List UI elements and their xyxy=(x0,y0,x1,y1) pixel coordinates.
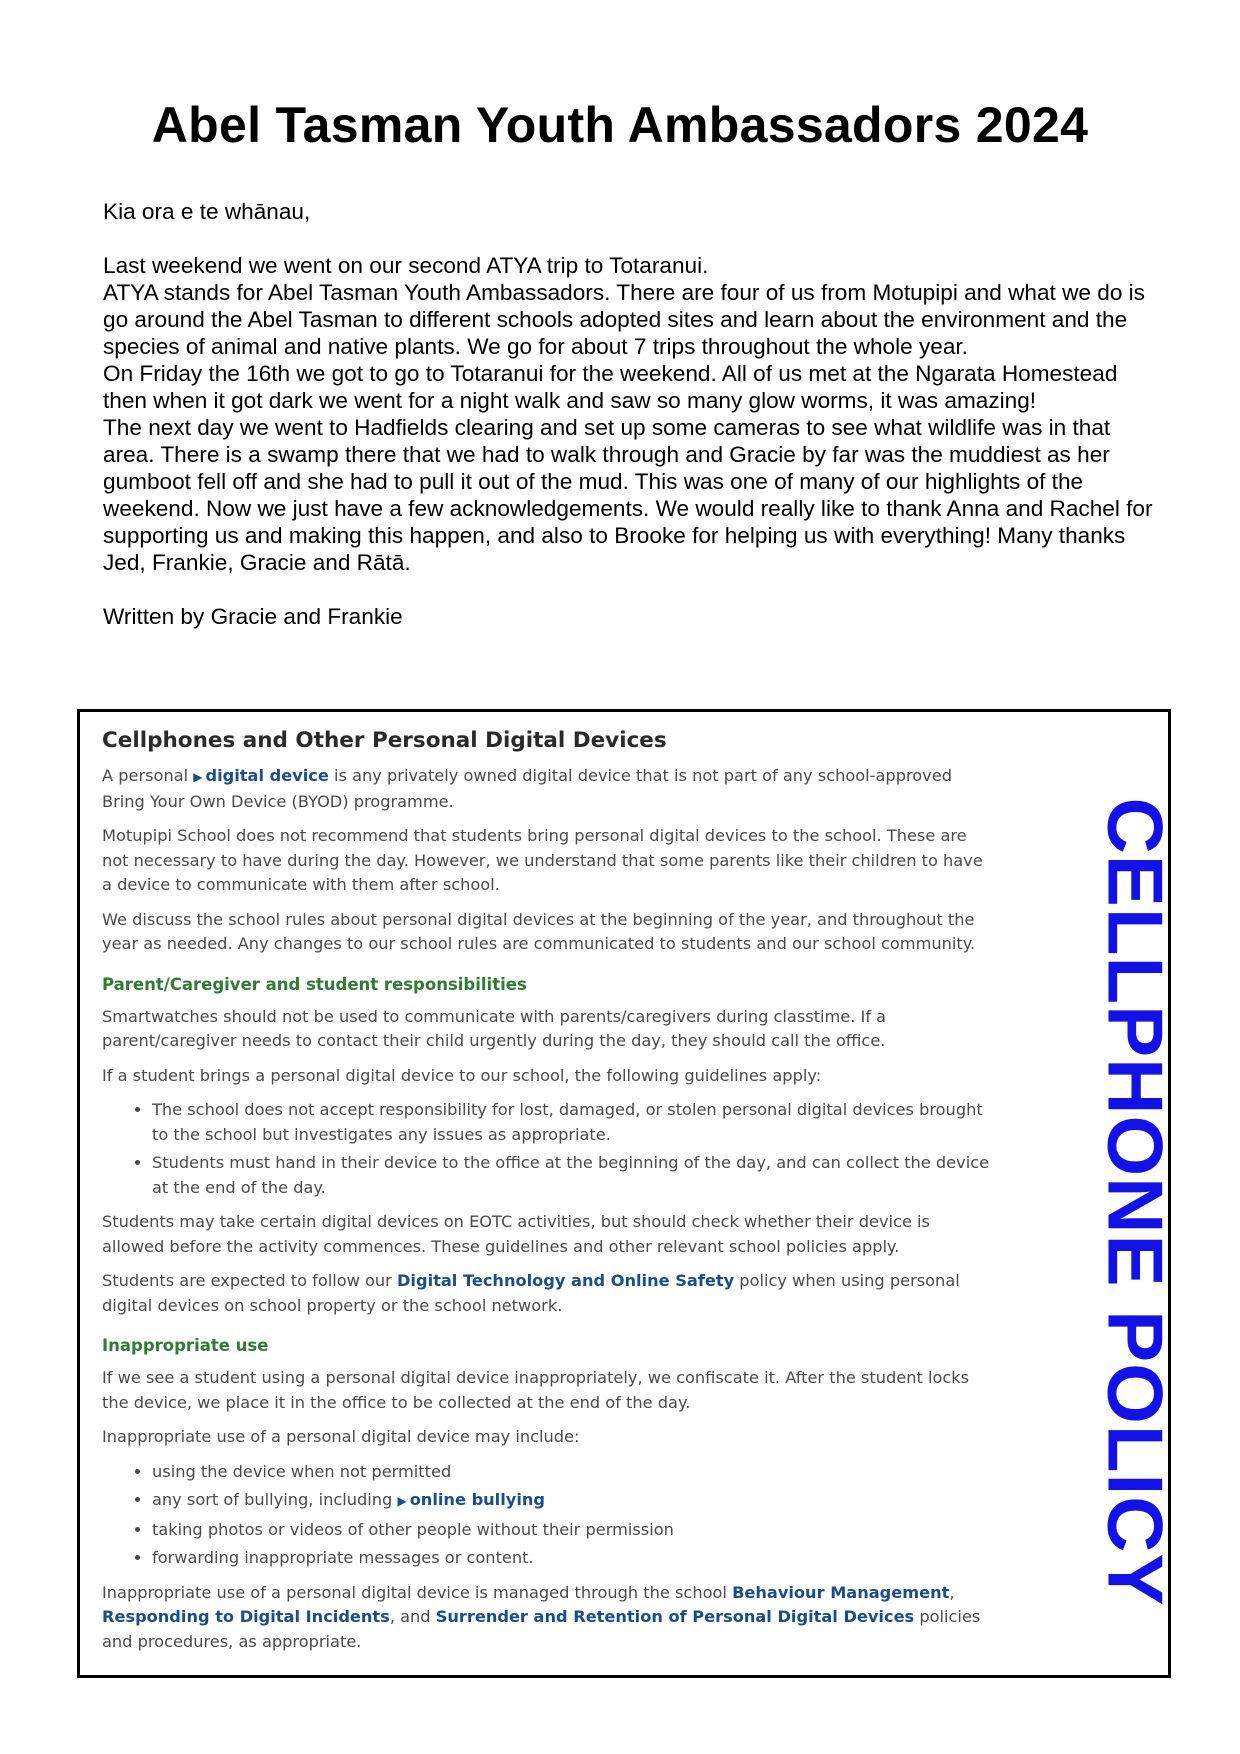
article-paragraph: The next day we went to Hadfields clearing and set up some cameras to see what wildlife was in that area. There is a swamp there that we had to walk through and Gracie by far was the muddiest as her gumboot fell off and she had to pull it out of the mud. This was one of many of our highlights of the weekend. Now we just have a few acknowledgements. We would really like to thank Anna and Rachel for supporting us and making this happen, and also to Brooke for helping us with everything! Many thanks Jed, Frankie, Gracie and Rātā. xyxy=(103,415,1153,575)
guidelines-list xyxy=(102,1098,992,1200)
policy-paragraph: Students are expected to follow our Digital Technology and Online Safety policy when using personal digital devices on school property or the school network. xyxy=(102,1271,960,1315)
surrender-retention-link[interactable]: Surrender and Retention of Personal Digital Devices xyxy=(435,1607,915,1626)
article-paragraph: On Friday the 16th we got to go to Totaranui for the weekend. All of us met at the Ngarata Homestead then when it got dark we went for a night walk and saw so many glow worms, it was amazing! xyxy=(103,361,1118,413)
policy-heading: Cellphones and Other Personal Digital Devices xyxy=(102,728,667,753)
policy-paragraph: Motupipi School does not recommend that students bring personal digital devices to the school. These are not necessary to have during the day. However, we understand that some parents like their children to have a device to communicate with them after school. xyxy=(102,826,983,894)
online-bullying-link[interactable]: online bullying xyxy=(409,1490,545,1509)
greeting: Kia ora e te whānau, xyxy=(103,199,311,224)
policy-paragraph: Inappropriate use of a personal digital device may include: xyxy=(102,1427,580,1446)
policy-paragraph: We discuss the school rules about personal digital devices at the beginning of the year, and throughout the year as needed. Any changes to our school rules are communicated to students and our school community. xyxy=(102,909,976,953)
digital-technology-policy-link[interactable]: Digital Technology and Online Safety xyxy=(397,1271,735,1290)
page-title: Abel Tasman Youth Ambassadors 2024 xyxy=(151,97,1089,153)
behaviour-management-link[interactable]: Behaviour Management xyxy=(732,1582,950,1602)
list-item: • The school does not accept responsibility for lost, damaged, or stolen personal digital devices brought to the school but investigates any issues as appropriate. xyxy=(152,1098,992,1147)
list-item: • taking photos or videos of other people without their permission xyxy=(152,1518,992,1543)
policy-content xyxy=(102,726,992,1664)
digital-device-link[interactable]: digital device xyxy=(205,766,329,785)
caret-right-icon: ▶ xyxy=(193,770,203,784)
caret-right-icon: ▶ xyxy=(397,1494,407,1508)
policy-paragraph: Students may take certain digital devices on EOTC activities, but should check whether their device is allowed before the activity commences. These guidelines and other relevant school policies apply. xyxy=(102,1212,930,1256)
policy-paragraph: If a student brings a personal digital device to our school, the following guidelines apply: xyxy=(102,1065,822,1085)
policy-closing: Inappropriate use of a personal digital device is managed through the school Behaviour Management, Responding to Digital Incidents, and Surrender and Retention of Personal Digital Devices policies and procedures, as appropriate. xyxy=(102,1582,981,1651)
article-paragraph: ATYA stands for Abel Tasman Youth Ambassadors. There are four of us from Motupipi and what we do is go around the Abel Tasman to different schools adopted sites and learn about the environment and the species of animal and native plants. We go for about 7 trips throughout the whole year. xyxy=(103,280,1145,359)
policy-screenshot xyxy=(77,709,1180,1678)
list-item: • forwarding inappropriate messages or content. xyxy=(152,1546,992,1571)
inappropriate-use-list xyxy=(102,1460,992,1571)
policy-paragraph: Smartwatches should not be used to communicate with parents/caregivers during classtime. If a parent/caregiver needs to contact their child urgently during the day, they should call the office. xyxy=(102,1006,887,1050)
list-item: • Students must hand in their device to the office at the beginning of the day, and can collect the device at the end of the day. xyxy=(152,1151,992,1200)
digital-incidents-link[interactable]: Responding to Digital Incidents xyxy=(102,1607,390,1626)
section-heading-responsibilities: Parent/Caregiver and student responsibilities xyxy=(102,974,527,994)
side-title-text: CELLPHONE POLICY xyxy=(1091,797,1180,1607)
policy-paragraph: If we see a student using a personal digital device inappropriately, we confiscate it. After the student locks the device, we place it in the office to be collected at the end of the day. xyxy=(102,1368,970,1412)
signoff: Written by Gracie and Frankie xyxy=(103,604,403,629)
side-title xyxy=(1080,742,1190,1662)
article-paragraph: Last weekend we went on our second ATYA trip to Totaranui. xyxy=(103,253,709,278)
section-heading-inappropriate-use: Inappropriate use xyxy=(102,1336,269,1355)
article xyxy=(103,198,1153,630)
policy-intro: A personal ▶ digital device is any privately owned digital device that is not part of any school-approved Bring Your Own Device (BYOD) programme. xyxy=(102,766,952,811)
list-item: • using the device when not permitted xyxy=(152,1460,992,1485)
list-item: • any sort of bullying, including ▶ online bullying xyxy=(152,1488,992,1514)
